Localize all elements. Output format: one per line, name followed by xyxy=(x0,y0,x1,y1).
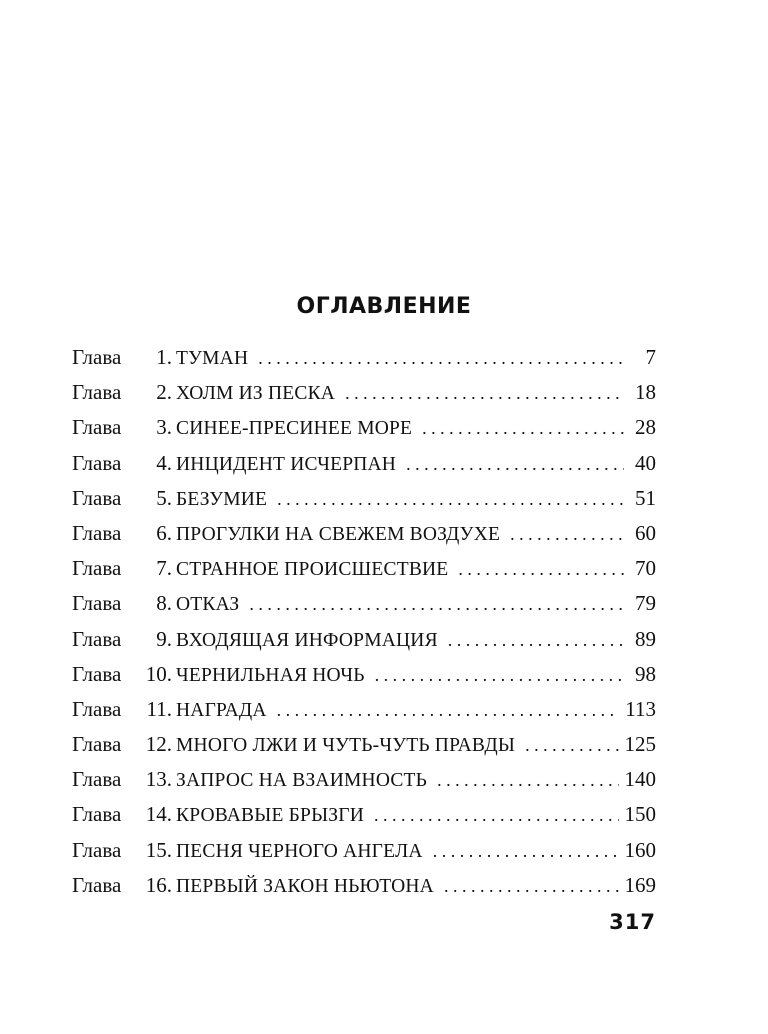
chapter-page: 140 xyxy=(624,767,656,792)
toc-entry[interactable] xyxy=(72,516,656,551)
toc-entry[interactable] xyxy=(72,481,656,516)
chapter-label: Глава xyxy=(72,661,122,686)
chapter-page: 51 xyxy=(635,485,656,510)
dot-leader xyxy=(444,869,619,904)
dot-leader xyxy=(510,517,624,552)
dot-leader xyxy=(258,341,624,376)
chapter-title: ЗАПРОС НА ВЗАИМНОСТЬ xyxy=(176,770,428,792)
chapter-page: 28 xyxy=(635,415,656,440)
dot-leader xyxy=(374,798,618,833)
chapter-label: Глава xyxy=(72,485,122,510)
chapter-page: 7 xyxy=(645,345,656,369)
toc-entry[interactable] xyxy=(72,622,656,657)
chapter-title: ТУМАН xyxy=(176,348,249,369)
chapter-title: БЕЗУМИЕ xyxy=(176,488,268,510)
chapter-number: 11. xyxy=(146,696,172,721)
chapter-title: ИНЦИДЕНТ ИСЧЕРПАН xyxy=(176,453,397,475)
chapter-label: Глава xyxy=(72,767,122,792)
toc-entry[interactable] xyxy=(72,797,656,832)
chapter-label: Глава xyxy=(72,591,122,616)
page-number: 317 xyxy=(609,910,656,934)
chapter-number: 7. xyxy=(156,556,172,581)
chapter-label: Глава xyxy=(72,556,122,581)
chapter-number: 13. xyxy=(145,767,172,792)
toc-entry[interactable] xyxy=(72,727,656,762)
chapter-label: Глава xyxy=(72,837,122,862)
toc-entry[interactable] xyxy=(72,657,656,692)
chapter-page: 113 xyxy=(625,696,656,721)
chapter-number: 8. xyxy=(156,591,172,616)
toc-entry[interactable] xyxy=(72,692,656,727)
chapter-page: 98 xyxy=(635,661,656,686)
dot-leader xyxy=(345,376,624,411)
chapter-title: ВХОДЯЩАЯ ИНФОРМАЦИЯ xyxy=(176,629,438,651)
toc-entry[interactable] xyxy=(72,868,656,903)
chapter-title: СИНЕЕ-ПРЕСИНЕЕ МОРЕ xyxy=(176,418,413,440)
chapter-title: МНОГО ЛЖИ И ЧУТЬ-ЧУТЬ ПРАВДЫ xyxy=(176,735,516,757)
chapter-label: Глава xyxy=(72,696,122,721)
chapter-title: ПРОГУЛКИ НА СВЕЖЕМ ВОЗДУХЕ xyxy=(176,523,501,545)
chapter-number: 1. xyxy=(156,345,172,369)
dot-leader xyxy=(525,728,618,763)
table-of-contents xyxy=(72,340,656,903)
dot-leader xyxy=(458,552,624,587)
chapter-title: ПЕСНЯ ЧЕРНОГО АНГЕЛА xyxy=(176,840,423,862)
chapter-label: Глава xyxy=(72,415,122,440)
chapter-label: Глава xyxy=(72,345,122,369)
chapter-page: 18 xyxy=(635,380,656,405)
chapter-title: ОТКАЗ xyxy=(176,594,240,616)
chapter-number: 16. xyxy=(145,872,172,897)
chapter-number: 9. xyxy=(156,626,172,651)
chapter-label: Глава xyxy=(72,802,122,827)
toc-entry[interactable] xyxy=(72,551,656,586)
toc-entry[interactable] xyxy=(72,446,656,481)
toc-entry[interactable] xyxy=(72,340,656,375)
chapter-page: 160 xyxy=(624,837,656,862)
chapter-number: 2. xyxy=(156,380,172,405)
dot-leader xyxy=(406,447,624,482)
chapter-title: НАГРАДА xyxy=(176,699,267,721)
chapter-title: ХОЛМ ИЗ ПЕСКА xyxy=(176,383,336,405)
dot-leader xyxy=(448,623,624,658)
chapter-label: Глава xyxy=(72,520,122,545)
chapter-number: 5. xyxy=(156,485,172,510)
dot-leader xyxy=(277,482,624,517)
chapter-number: 6. xyxy=(156,520,172,545)
chapter-title: ЧЕРНИЛЬНАЯ НОЧЬ xyxy=(176,664,365,686)
toc-entry[interactable] xyxy=(72,762,656,797)
chapter-title: ПЕРВЫЙ ЗАКОН НЬЮТОНА xyxy=(176,875,434,897)
dot-leader xyxy=(249,587,624,622)
toc-entry[interactable] xyxy=(72,410,656,445)
chapter-page: 70 xyxy=(635,556,656,581)
dot-leader xyxy=(277,693,620,728)
chapter-number: 3. xyxy=(156,415,172,440)
chapter-page: 60 xyxy=(635,520,656,545)
dot-leader xyxy=(437,763,618,798)
chapter-number: 14. xyxy=(145,802,172,827)
toc-entry[interactable] xyxy=(72,586,656,621)
chapter-label: Глава xyxy=(72,872,122,897)
chapter-label: Глава xyxy=(72,450,122,475)
chapter-number: 15. xyxy=(145,837,172,862)
chapter-number: 10. xyxy=(145,661,172,686)
chapter-label: Глава xyxy=(72,732,122,757)
chapter-page: 125 xyxy=(624,732,656,757)
chapter-page: 150 xyxy=(624,802,656,827)
chapter-page: 40 xyxy=(635,450,656,475)
toc-entry[interactable] xyxy=(72,833,656,868)
chapter-label: Глава xyxy=(72,380,122,405)
chapter-page: 89 xyxy=(635,626,656,651)
dot-leader xyxy=(375,658,624,693)
toc-heading: ОГЛАВЛЕНИЕ xyxy=(296,294,472,319)
toc-entry[interactable] xyxy=(72,375,656,410)
chapter-page: 169 xyxy=(624,872,656,897)
chapter-page: 79 xyxy=(635,591,656,616)
chapter-label: Глава xyxy=(72,626,122,651)
chapter-number: 12. xyxy=(145,732,172,757)
chapter-title: СТРАННОЕ ПРОИСШЕСТВИЕ xyxy=(176,559,449,581)
dot-leader xyxy=(422,411,624,446)
dot-leader xyxy=(433,834,619,869)
chapter-number: 4. xyxy=(156,450,172,475)
chapter-title: КРОВАВЫЕ БРЫЗГИ xyxy=(176,805,365,827)
